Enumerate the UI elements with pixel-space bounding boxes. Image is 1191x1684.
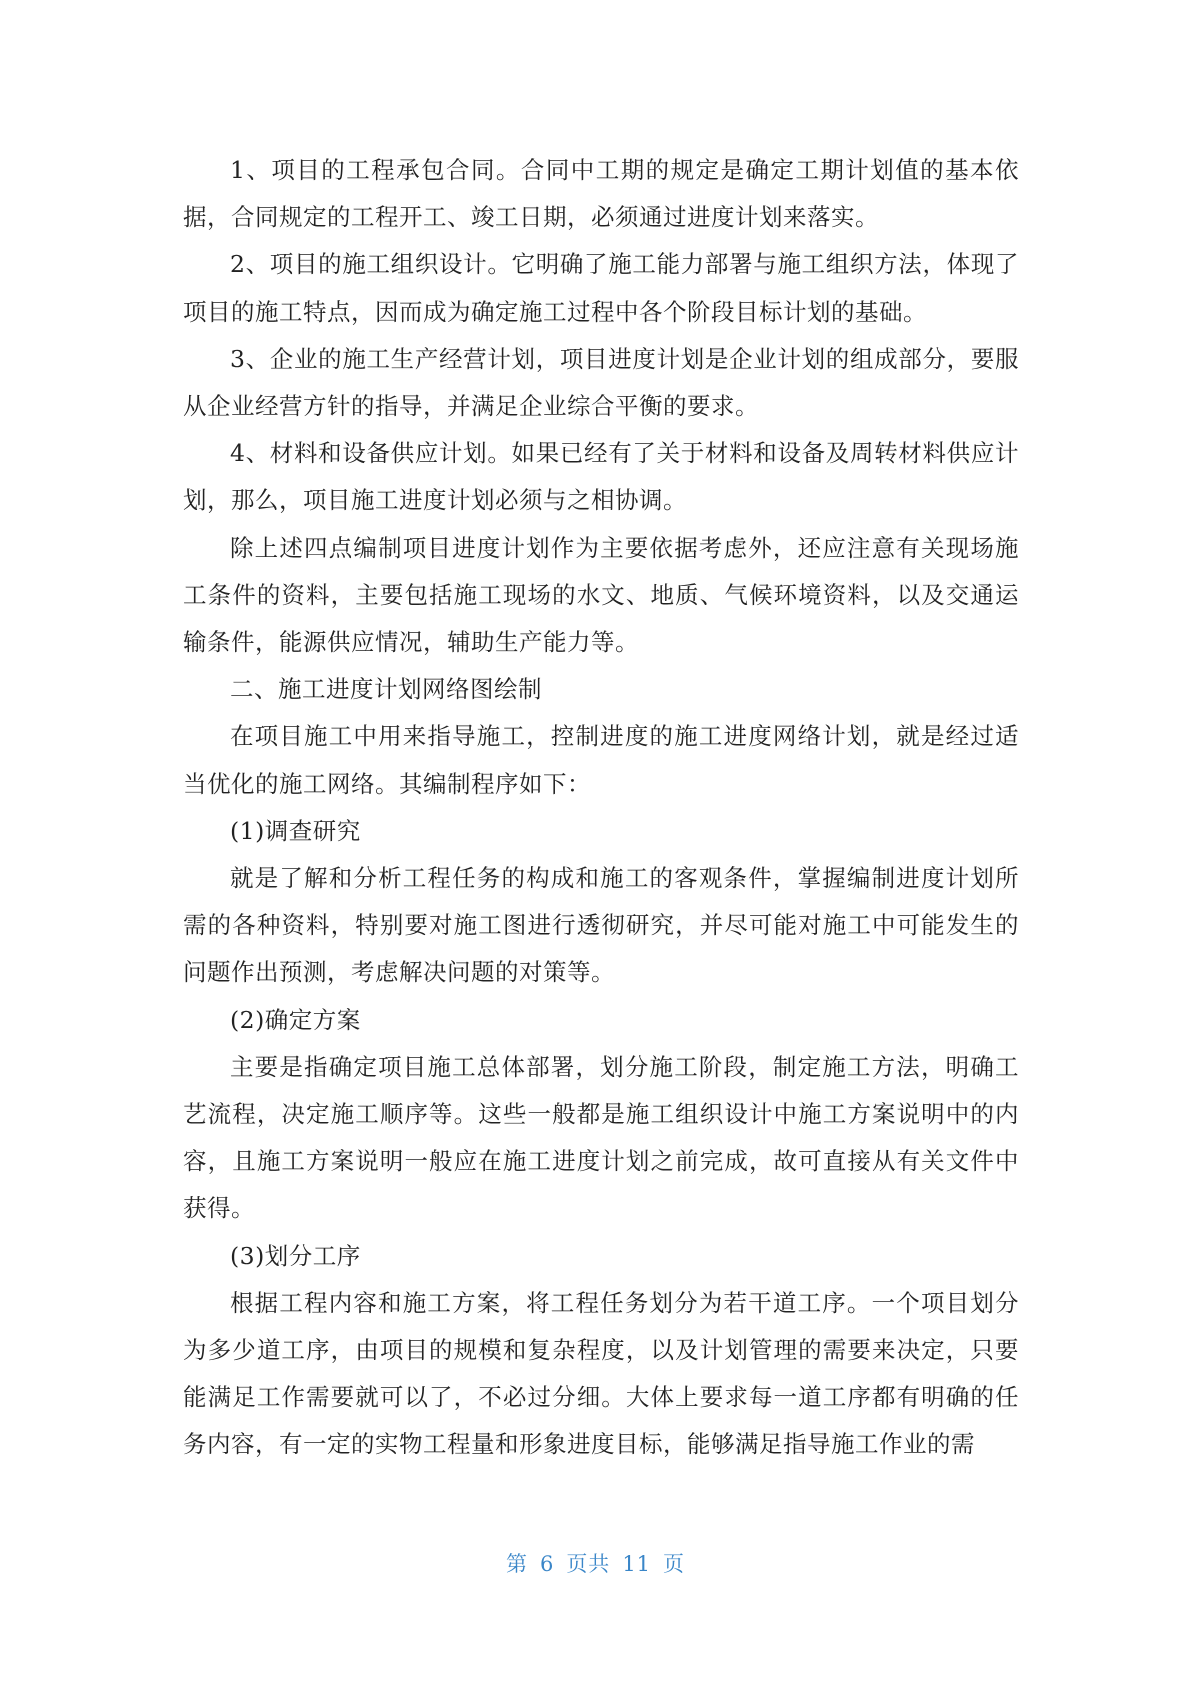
paragraph-scheme: 主要是指确定项目施工总体部署，划分施工阶段，制定施工方法，明确工艺流程，决定施工顺序等。这些一般都是施工组织设计中施工方案说明中的内容，且施工方案说明一般应在施工进度计划之前完成，故可直接从有关文件中获得。 [183, 1052, 1019, 1223]
document-body [183, 147, 1019, 1469]
footer-total-pages: 11 [622, 1552, 652, 1576]
paragraph-site-conditions: 除上述四点编制项目进度计划作为主要依据考虑外，还应注意有关现场施工条件的资料，主要包括施工现场的水文、地质、气候环境资料，以及交通运输条件，能源供应情况，辅助生产能力等。 [183, 533, 1019, 657]
paragraph-investigation: 就是了解和分析工程任务的构成和施工的客观条件，掌握编制进度计划所需的各种资料，特别要对施工图进行透彻研究，并尽可能对施工中可能发生的问题作出预测，考虑解决问题的对策等。 [183, 864, 1019, 987]
footer-suffix: 页 [663, 1552, 686, 1576]
paragraph-contract-basis: 1、项目的工程承包合同。合同中工期的规定是确定工期计划值的基本依据，合同规定的工程开工、竣工日期，必须通过进度计划来落实。 [183, 156, 1019, 232]
paragraph-process-division: 根据工程内容和施工方案，将工程任务划分为若干道工序。一个项目划分为多少道工序，由项目的规模和复杂程度，以及计划管理的需要来决定，只要能满足工作需要就可以了，不必过分细。大体上要求每一道工序都有明确的任务内容，有一定的实物工程量和形象进度目标，能够满足指导施工作业的需 [183, 1288, 1019, 1459]
footer-middle: 页共 [566, 1552, 611, 1576]
paragraph-enterprise-plan: 3、企业的施工生产经营计划，项目进度计划是企业计划的组成部分，要服从企业经营方针的指导，并满足企业综合平衡的要求。 [183, 344, 1019, 421]
footer-current-page: 6 [539, 1552, 555, 1576]
paragraph-construction-design: 2、项目的施工组织设计。它明确了施工能力部署与施工组织方法，体现了项目的施工特点，因而成为确定施工过程中各个阶段目标计划的基础。 [183, 250, 1019, 326]
step-heading-investigation: (1)调查研究 [230, 816, 361, 845]
step-heading-process-division: (3)划分工序 [230, 1241, 361, 1270]
page-number-footer [0, 1548, 1191, 1578]
paragraph-material-supply: 4、材料和设备供应计划。如果已经有了关于材料和设备及周转材料供应计划，那么，项目施工进度计划必须与之相协调。 [183, 439, 1019, 515]
paragraph-network-intro: 在项目施工中用来指导施工，控制进度的施工进度网络计划，就是经过适当优化的施工网络。其编制程序如下： [183, 722, 1019, 798]
section-heading-network-diagram: 二、施工进度计划网络图绘制 [230, 675, 542, 704]
step-heading-scheme: (2)确定方案 [230, 1005, 361, 1034]
footer-prefix: 第 [505, 1552, 528, 1576]
